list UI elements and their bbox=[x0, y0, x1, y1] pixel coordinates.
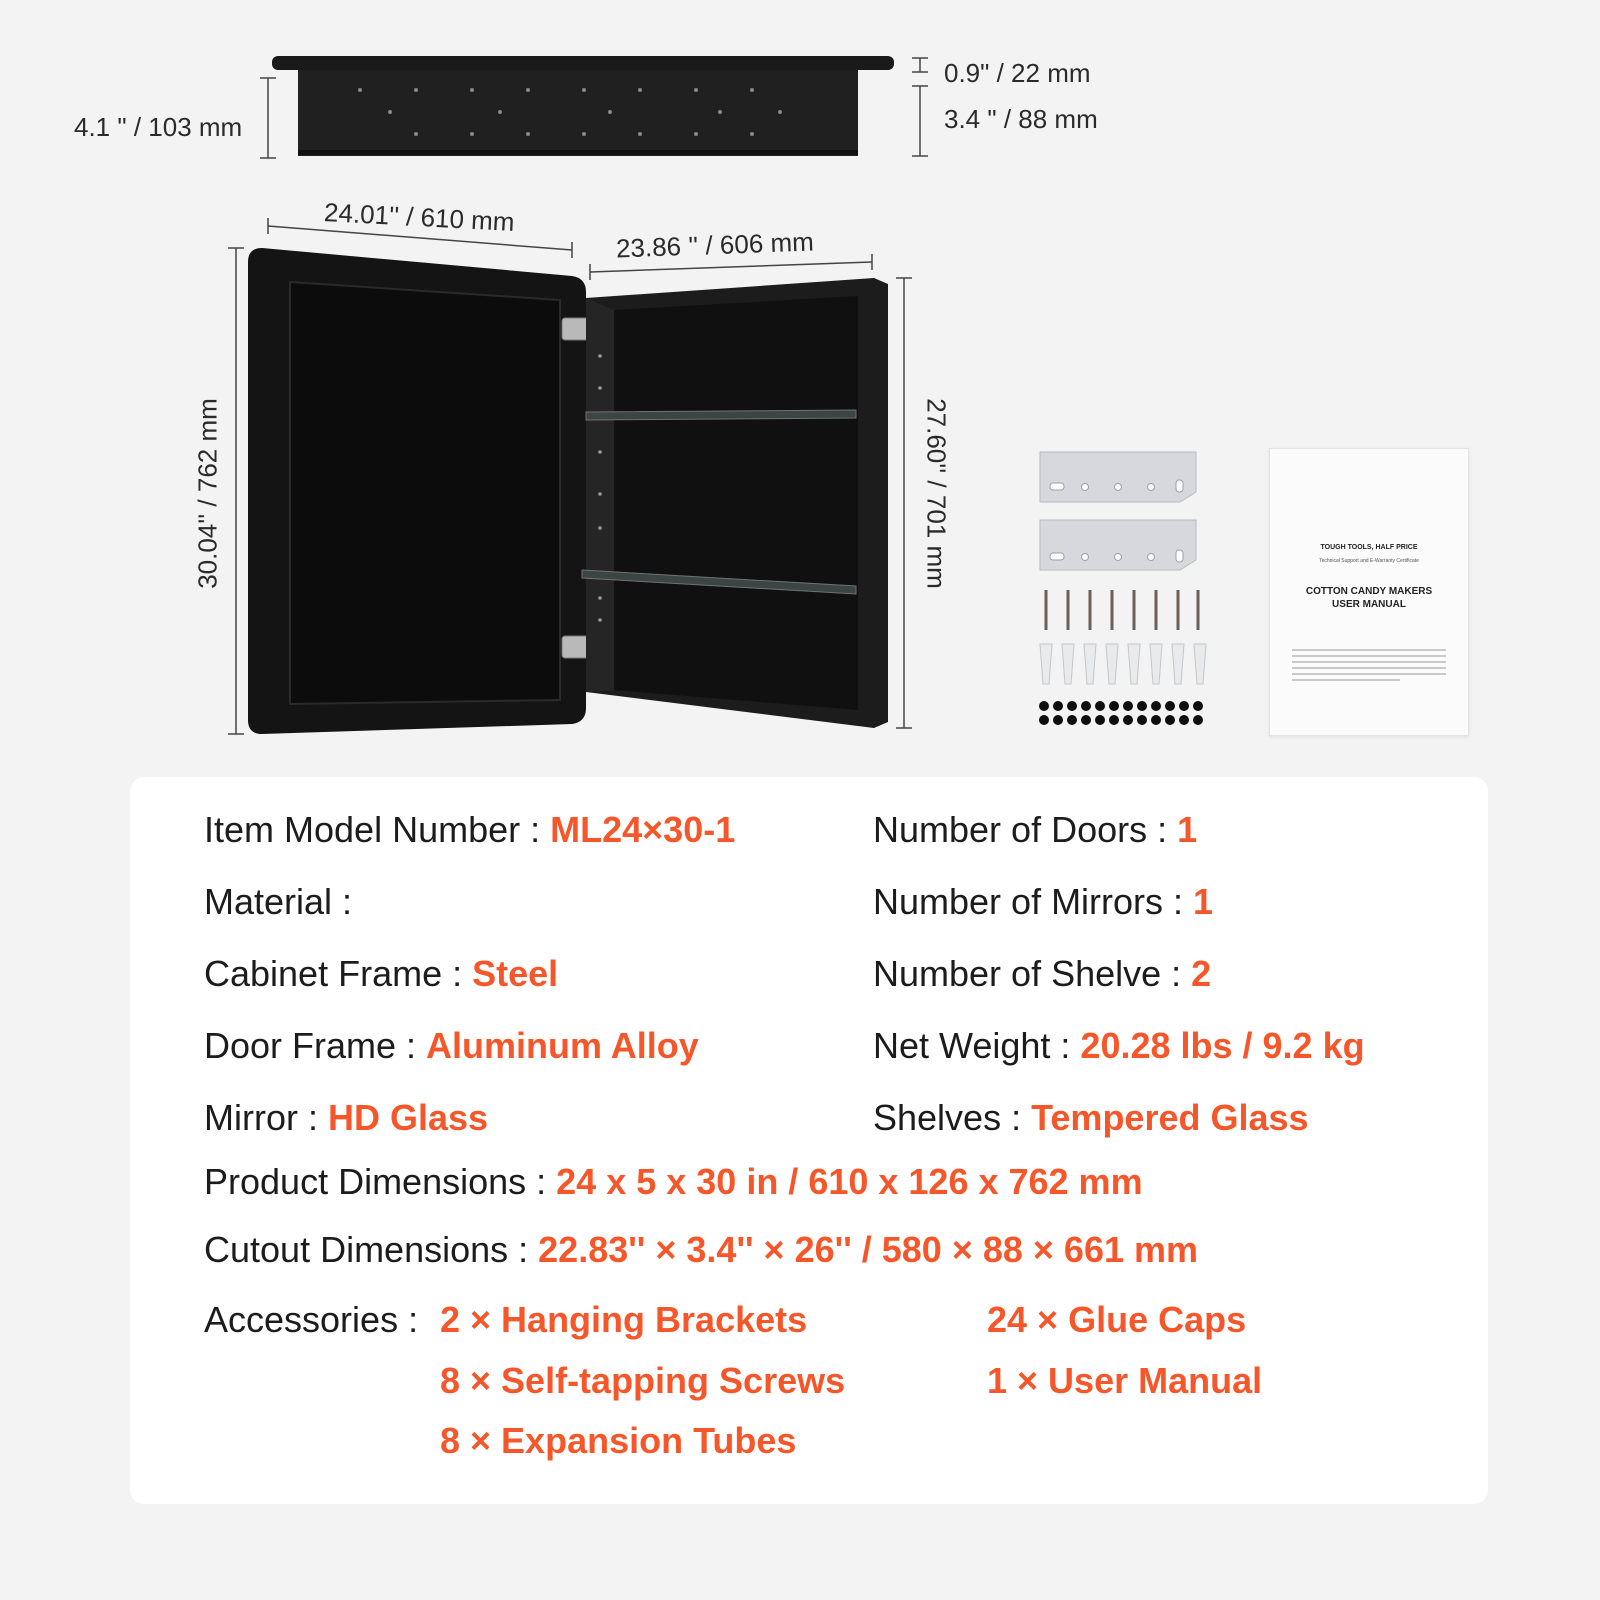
material-row bbox=[204, 881, 352, 923]
mirrors-value: 1 bbox=[1193, 881, 1214, 922]
manual-title bbox=[1270, 585, 1468, 611]
manual-title-line2: USER MANUAL bbox=[1332, 599, 1406, 610]
top-view-cabinet bbox=[272, 56, 894, 156]
manual-title-line1: COTTON CANDY MAKERS bbox=[1305, 586, 1433, 597]
manual-body-lines bbox=[1292, 649, 1446, 685]
shelves-label: Shelves : bbox=[873, 1097, 1032, 1138]
shelves-row bbox=[873, 1097, 1309, 1139]
expansion-tubes bbox=[1040, 644, 1206, 684]
door-width-label: 24.01'' / 610 mm bbox=[323, 197, 516, 237]
cutout-dimensions-value: 22.83'' × 3.4'' × 26'' / 580 × 88 × 661 mm bbox=[538, 1229, 1199, 1270]
spec-card bbox=[130, 777, 1488, 1504]
total-depth-label: 4.1 " / 103 mm bbox=[74, 112, 243, 142]
manual-brand: TOUGH TOOLS, HALF PRICE bbox=[1320, 544, 1418, 551]
door-frame-label: Door Frame : bbox=[204, 1025, 427, 1066]
shelves-value: Tempered Glass bbox=[1031, 1097, 1309, 1138]
cabinet-body bbox=[586, 278, 888, 728]
doors-label: Number of Doors : bbox=[873, 809, 1178, 850]
product-dimensions-label: Product Dimensions : bbox=[204, 1161, 557, 1202]
weight-label: Net Weight : bbox=[873, 1025, 1081, 1066]
cabinet-frame-value: Steel bbox=[472, 953, 559, 994]
weight-value: 20.28 lbs / 9.2 kg bbox=[1080, 1025, 1365, 1066]
product-dimensions-value: 24 x 5 x 30 in / 610 x 126 x 762 mm bbox=[556, 1161, 1143, 1202]
mirrors-label: Number of Mirrors : bbox=[873, 881, 1194, 922]
model-value: ML24×30-1 bbox=[550, 809, 736, 850]
lip-depth-label: 0.9" / 22 mm bbox=[944, 58, 1091, 88]
model-row bbox=[204, 809, 735, 851]
doors-value: 1 bbox=[1177, 809, 1198, 850]
material-label: Material : bbox=[204, 881, 353, 922]
door-height-label: 30.04'' / 762 mm bbox=[192, 398, 223, 589]
body-depth-label: 3.4 " / 88 mm bbox=[944, 104, 1098, 134]
accessory-self-tapping-screws: 8 × Self-tapping Screws bbox=[440, 1360, 846, 1401]
door-frame-row bbox=[204, 1025, 699, 1067]
mirror-value: HD Glass bbox=[327, 1097, 489, 1138]
mirrors-row bbox=[873, 881, 1213, 923]
cutout-dimensions-row bbox=[204, 1229, 1198, 1271]
shelve-label: Number of Shelve : bbox=[873, 953, 1192, 994]
glue-caps bbox=[1039, 701, 1203, 725]
cabinet-frame-label: Cabinet Frame : bbox=[204, 953, 473, 994]
mirror-row bbox=[204, 1097, 488, 1139]
shelve-value: 2 bbox=[1191, 953, 1212, 994]
accessories-label: Accessories : bbox=[204, 1299, 419, 1340]
accessory-hanging-brackets: 2 × Hanging Brackets bbox=[440, 1299, 808, 1340]
manual-subtitle: Technical Support and E-Warranty Certificate bbox=[1319, 558, 1419, 564]
weight-row bbox=[873, 1025, 1365, 1067]
cabinet-width-label: 23.86 '' / 606 mm bbox=[615, 226, 815, 264]
shelve-row bbox=[873, 953, 1211, 995]
accessory-user-manual: 1 × User Manual bbox=[987, 1360, 1263, 1401]
hanging-brackets bbox=[1040, 452, 1196, 570]
self-tapping-screws bbox=[1046, 590, 1198, 630]
accessory-expansion-tubes: 8 × Expansion Tubes bbox=[440, 1420, 797, 1461]
model-label: Item Model Number : bbox=[204, 809, 551, 850]
user-manual-booklet bbox=[1269, 448, 1469, 736]
mirror-label: Mirror : bbox=[204, 1097, 328, 1138]
doors-row bbox=[873, 809, 1197, 851]
cabinet-door bbox=[248, 248, 586, 734]
cutout-dimensions-label: Cutout Dimensions : bbox=[204, 1229, 539, 1270]
cabinet-frame-row bbox=[204, 953, 558, 995]
cabinet-height-label: 27.60'' / 701 mm bbox=[921, 398, 952, 589]
product-dimensions-row bbox=[204, 1161, 1143, 1203]
accessory-glue-caps: 24 × Glue Caps bbox=[987, 1299, 1247, 1340]
door-frame-value: Aluminum Alloy bbox=[426, 1025, 699, 1066]
